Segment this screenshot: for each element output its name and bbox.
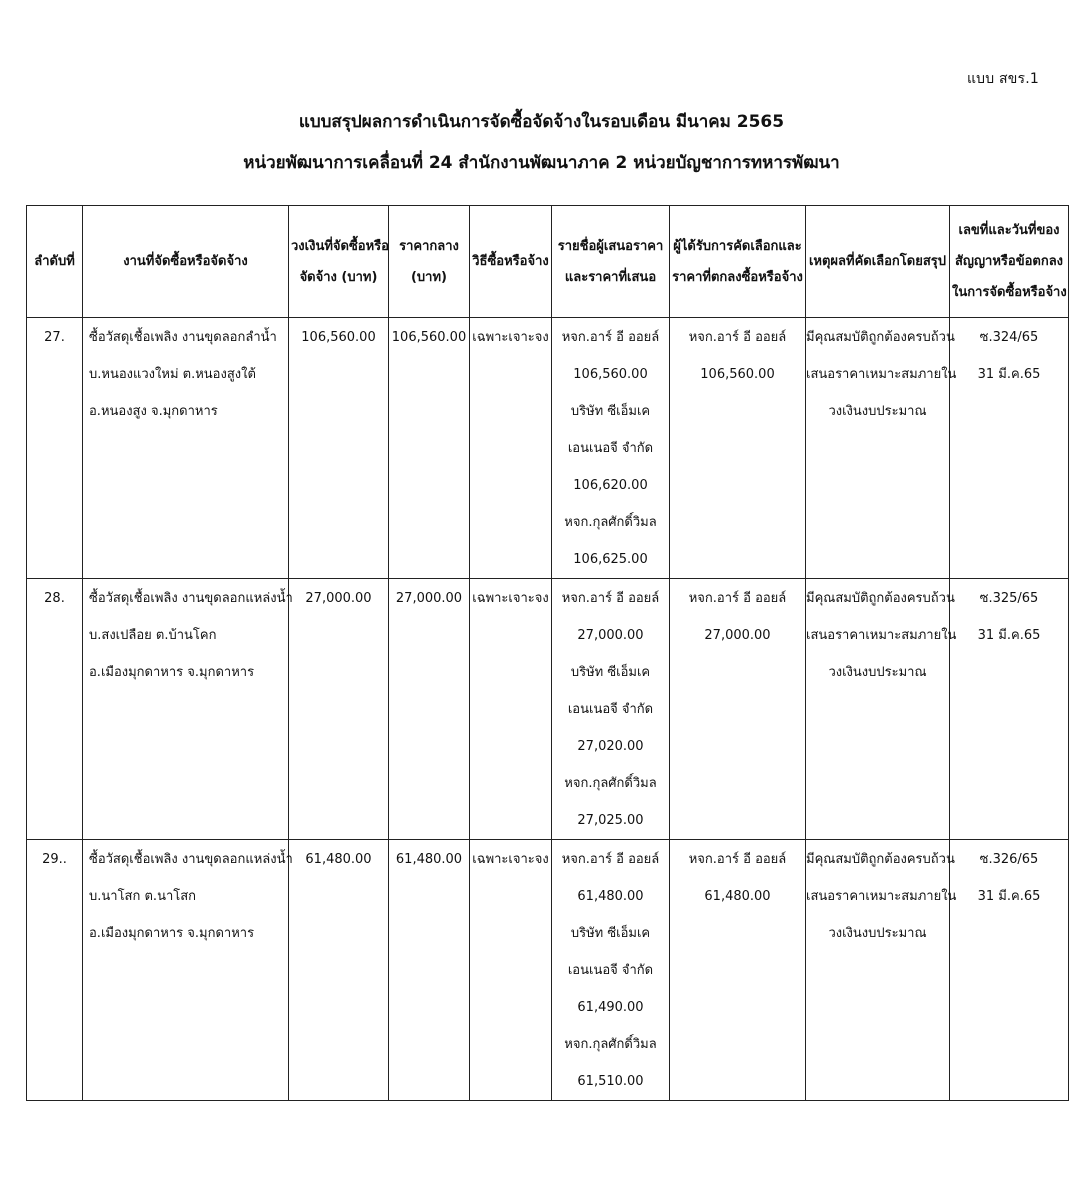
header-item: งานที่จัดซื้อหรือจัดจ้าง [83,206,289,318]
row-no: 29.. [27,840,83,1101]
row-winner: หจก.อาร์ อี ออยล์ 106,560.00 [670,318,806,579]
table-header-row [27,206,1069,318]
header-winner: ผู้ได้รับการคัดเลือกและ ราคาที่ตกลงซื้อหรือจ้าง [670,206,806,318]
row-bidders: หจก.อาร์ อี ออยล์ 61,480.00 บริษัท ซีเอ็มเค เอนเนอจี จำกัด 61,490.00 หจก.กุลศักดิ์วิมล 61,510.00 [552,840,670,1101]
row-method: เฉพาะเจาะจง [470,579,552,840]
header-method: วิธีซื้อหรือจ้าง [470,206,552,318]
row-contract: ซ.324/65 31 มี.ค.65 [950,318,1069,579]
row-item: ซื้อวัสดุเชื้อเพลิง งานขุดลอกแหล่งน้ำ บ.สงเปลือย ต.บ้านโคก อ.เมืองมุกดาหาร จ.มุกดาหาร [83,579,289,840]
row-contract: ซ.325/65 31 มี.ค.65 [950,579,1069,840]
table-row [27,579,1069,840]
header-budget: วงเงินที่จัดซื้อหรือ จัดจ้าง (บาท) [289,206,389,318]
header-no: ลำดับที่ [27,206,83,318]
form-code: แบบ สขร.1 [966,71,1039,87]
row-reason: มีคุณสมบัติถูกต้องครบถ้วน เสนอราคาเหมาะสมภายใน วงเงินงบประมาณ [806,579,950,840]
procurement-table [26,205,1069,1101]
row-bidders: หจก.อาร์ อี ออยล์ 27,000.00 บริษัท ซีเอ็มเค เอนเนอจี จำกัด 27,020.00 หจก.กุลศักดิ์วิมล 27,025.00 [552,579,670,840]
row-winner: หจก.อาร์ อี ออยล์ 27,000.00 [670,579,806,840]
row-reason: มีคุณสมบัติถูกต้องครบถ้วน เสนอราคาเหมาะสมภายใน วงเงินงบประมาณ [806,318,950,579]
row-budget: 27,000.00 [289,579,389,840]
header-bidders: รายชื่อผู้เสนอราคา และราคาที่เสนอ [552,206,670,318]
header-contract: เลขที่และวันที่ของ สัญญาหรือข้อตกลง ในการจัดซื้อหรือจ้าง [950,206,1069,318]
row-contract: ซ.326/65 31 มี.ค.65 [950,840,1069,1101]
table-row [27,318,1069,579]
row-method: เฉพาะเจาะจง [470,840,552,1101]
table-row [27,840,1069,1101]
header-median-price: ราคากลาง (บาท) [389,206,470,318]
row-item: ซื้อวัสดุเชื้อเพลิง งานขุดลอกลำน้ำ บ.หนองแวงใหม่ ต.หนองสูงใต้ อ.หนองสูง จ.มุกดาหาร [83,318,289,579]
row-median-price: 106,560.00 [389,318,470,579]
row-winner: หจก.อาร์ อี ออยล์ 61,480.00 [670,840,806,1101]
row-budget: 61,480.00 [289,840,389,1101]
row-budget: 106,560.00 [289,318,389,579]
report-title: แบบสรุปผลการดำเนินการจัดซื้อจัดจ้างในรอบเดือน มีนาคม 2565 [298,112,785,132]
report-subtitle: หน่วยพัฒนาการเคลื่อนที่ 24 สำนักงานพัฒนาภาค 2 หน่วยบัญชาการทหารพัฒนา [243,153,840,173]
header-reason: เหตุผลที่คัดเลือกโดยสรุป [806,206,950,318]
row-bidders: หจก.อาร์ อี ออยล์ 106,560.00 บริษัท ซีเอ็มเค เอนเนอจี จำกัด 106,620.00 หจก.กุลศักดิ์วิมล 106,625.00 [552,318,670,579]
row-reason: มีคุณสมบัติถูกต้องครบถ้วน เสนอราคาเหมาะสมภายใน วงเงินงบประมาณ [806,840,950,1101]
row-median-price: 27,000.00 [389,579,470,840]
row-no: 28. [27,579,83,840]
row-no: 27. [27,318,83,579]
row-median-price: 61,480.00 [389,840,470,1101]
row-method: เฉพาะเจาะจง [470,318,552,579]
row-item: ซื้อวัสดุเชื้อเพลิง งานขุดลอกแหล่งน้ำ บ.นาโสก ต.นาโสก อ.เมืองมุกดาหาร จ.มุกดาหาร [83,840,289,1101]
